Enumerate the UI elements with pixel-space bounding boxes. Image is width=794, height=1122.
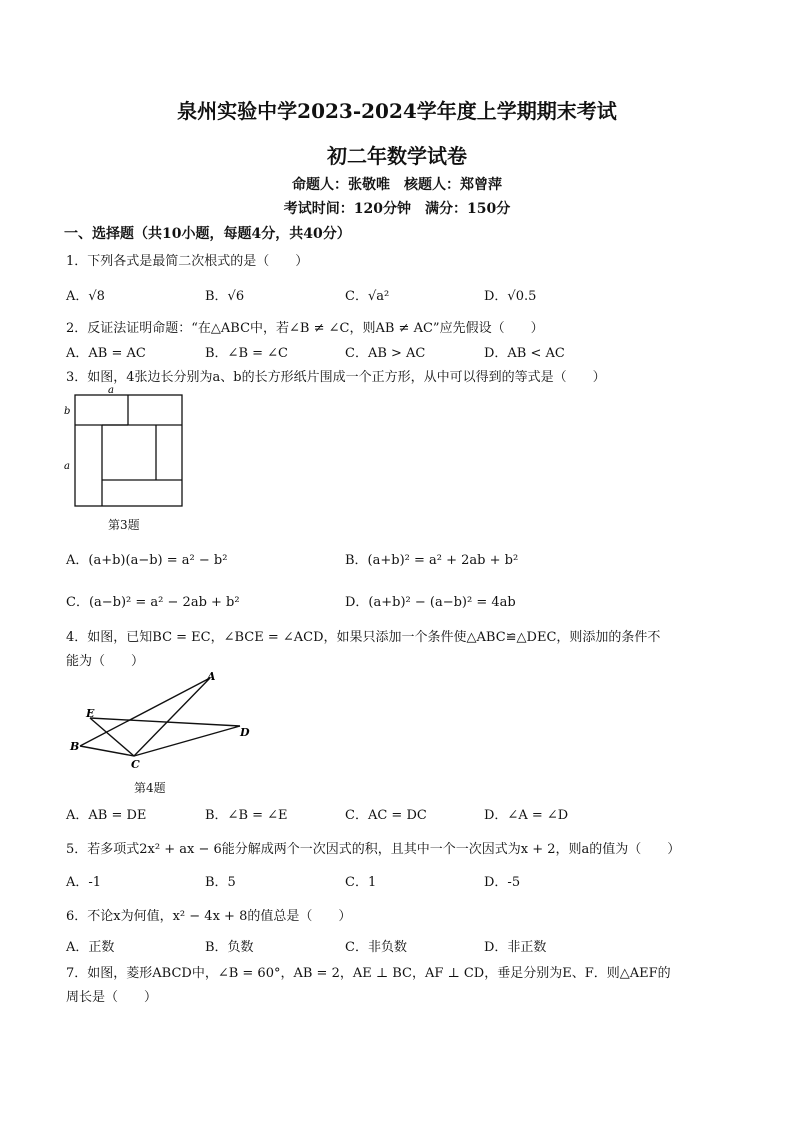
q2-option-b: B．∠B = ∠C [205,346,288,361]
q1-option-a: A．√8 [66,289,105,304]
q5-option-a: A．-1 [66,875,102,890]
figure-3-squares [60,385,190,510]
q5-option-c: C．1 [345,875,377,890]
question-7-stem-cont: 周长是（ ） [66,990,158,1005]
question-4-stem: 4．如图，已知BC = EC，∠BCE = ∠ACD，如果只添加一个条件使△ABC≌△DEC，则添加的条件不 [66,630,661,645]
paper-subtitle: 初二年数学试卷 [327,144,467,168]
q5-option-d: D．-5 [484,875,521,890]
fig4-label-b: B [70,740,80,753]
q2-option-c: C．AB > AC [345,346,426,361]
q1-option-c: C．√a² [345,289,390,304]
q3-option-d: D．(a+b)² − (a−b)² = 4ab [345,595,516,610]
q6-option-d: D．非正数 [484,940,547,955]
q4-option-a: A．AB = DE [66,808,147,823]
exam-title: 泉州实验中学2023-2024学年度上学期期末考试 [177,99,617,123]
fig4-label-d: D [240,726,250,739]
question-7-stem: 7．如图，菱形ABCD中，∠B = 60°，AB = 2，AE ⊥ BC，AF ⊥ CD，垂足分别为E、F．则△AEF的 [66,966,671,981]
q3-option-a: A．(a+b)(a−b) = a² − b² [66,553,228,568]
fig4-label-c: C [131,758,140,771]
question-5-stem: 5．若多项式2x² + ax − 6能分解成两个一次因式的积，且其中一个一次因式为x + 2，则a的值为（ ） [66,842,681,857]
question-6-stem: 6．不论x为何值，x² − 4x + 8的值总是（ ） [66,909,352,924]
q6-option-a: A．正数 [66,940,115,955]
figure-3-caption: 第3题 [108,518,140,532]
q2-option-d: D．AB < AC [484,346,565,361]
fig3-label-b: b [64,406,71,417]
question-2-stem: 2．反证法证明命题：“在△ABC中，若∠B ≠ ∠C，则AB ≠ AC”应先假设（ ） [66,321,544,336]
question-4-stem-cont: 能为（ ） [66,654,145,669]
fig3-label-a-top: a [108,385,114,396]
fig4-label-a: A [207,670,216,683]
q3-option-b: B．(a+b)² = a² + 2ab + b² [345,553,519,568]
fig3-label-a-left: a [64,461,70,472]
q4-option-d: D．∠A = ∠D [484,808,569,823]
q1-option-b: B．√6 [205,289,245,304]
q6-option-c: C．非负数 [345,940,407,955]
q3-option-c: C．(a−b)² = a² − 2ab + b² [66,595,240,610]
fig4-label-e: E [86,707,95,720]
figure-4-caption: 第4题 [134,781,166,795]
q4-option-c: C．AC = DC [345,808,427,823]
q5-option-b: B．5 [205,875,236,890]
q2-option-a: A．AB = AC [66,346,146,361]
q1-option-d: D．√0.5 [484,289,537,304]
exam-info-line: 考试时间：120分钟 满分：150分 [283,201,511,217]
section-title: 一、选择题（共10小题，每题4分，共40分） [64,226,351,242]
question-1-stem: 1．下列各式是最简二次根式的是（ ） [66,254,309,269]
question-3-stem: 3．如图，4张边长分别为a、b的长方形纸片围成一个正方形，从中可以得到的等式是（ ） [66,370,606,385]
q4-option-b: B．∠B = ∠E [205,808,288,823]
authors-line: 命题人：张敬唯 核题人：郑曾萍 [292,177,502,193]
q6-option-b: B．负数 [205,940,254,955]
figure-4-triangles [62,668,262,773]
